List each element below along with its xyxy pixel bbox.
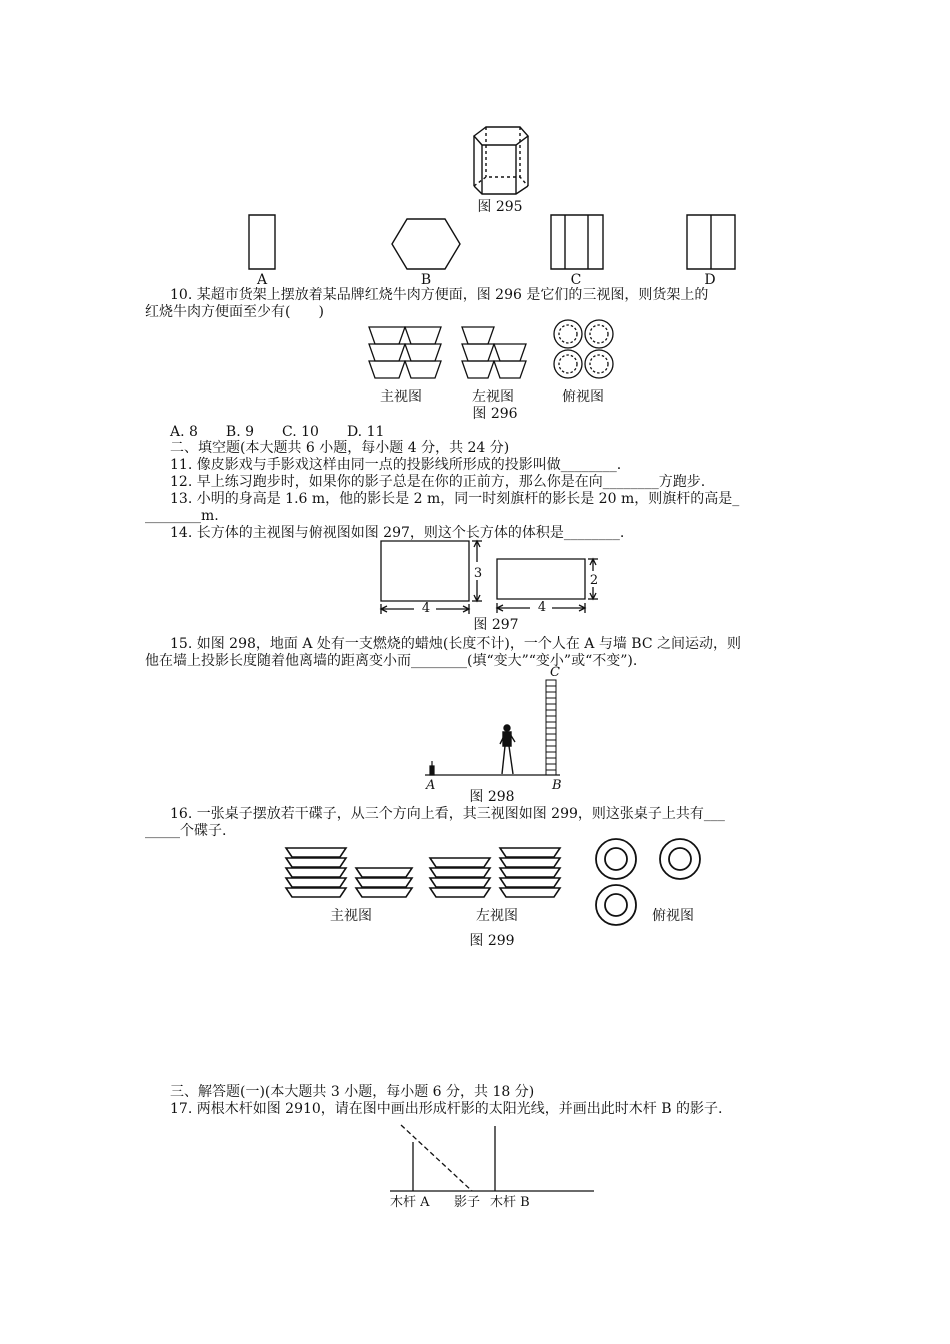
brick-wall xyxy=(546,680,556,775)
figure-2910-shadow-label: 影子 xyxy=(454,1195,481,1210)
q14-text: 14. 长方体的主视图与俯视图如图 297，则这个长方体的体积是________. xyxy=(170,525,625,541)
q16-line2: _____个碟子. xyxy=(145,823,227,839)
figure-297-top-width: 4 xyxy=(537,600,547,615)
sun-ray xyxy=(401,1125,472,1191)
figure-2910-poles xyxy=(380,1120,600,1196)
section-2-heading: 二、填空题(本大题共 6 小题，每小题 4 分，共 24 分) xyxy=(170,440,510,456)
figure-299-top-label: 俯视图 xyxy=(652,908,694,924)
figure-299-front-label: 主视图 xyxy=(330,908,372,924)
q12-text: 12. 早上练习跑步时，如果你的影子总是在你的正前方，那么你是在向________方跑步. xyxy=(170,474,706,490)
q15-line1: 15. 如图 298，地面 A 处有一支燃烧的蜡烛(长度不计)，一个人在 A 与墙 BC 之间运动，则 xyxy=(170,636,741,652)
section-3-heading: 三、解答题(一)(本大题共 3 小题，每小题 6 分，共 18 分) xyxy=(170,1084,535,1100)
figure-299-left-label: 左视图 xyxy=(476,908,518,924)
figure-297-top-depth: 2 xyxy=(589,573,599,588)
option-b-label: B xyxy=(420,272,432,288)
q17-text: 17. 两根木杆如图 2910，请在图中画出形成杆影的太阳光线，并画出此时木杆 B 的影子. xyxy=(170,1101,723,1117)
figure-298-point-b: B xyxy=(552,778,562,793)
figure-296-left-label: 左视图 xyxy=(472,389,514,405)
q13-line1: 13. 小明的身高是 1.6 m，他的影长是 2 m，同一时刻旗杆的影长是 20 m，则旗杆的高是_ xyxy=(170,491,740,507)
q13-line2: ________m. xyxy=(145,508,219,524)
option-d-label: D xyxy=(704,272,716,288)
figure-299-left-view xyxy=(428,846,564,902)
figure-296-caption: 图 296 xyxy=(472,406,518,422)
q15-line2: 他在墙上投影长度随着他离墙的距离变小而________(填“变大”“变小”或“不变”). xyxy=(145,653,638,669)
q10-line1: 10. 某超市货架上摆放着某品牌红烧牛肉方便面，图 296 是它们的三视图，则货架上的 xyxy=(170,287,709,303)
figure-295-caption: 图 295 xyxy=(477,199,523,215)
q11-text: 11. 像皮影戏与手影戏这样由同一点的投影线所形成的投影叫做________. xyxy=(170,457,622,473)
candle-icon xyxy=(430,761,434,775)
figure-299-front-view xyxy=(284,846,416,902)
person-icon xyxy=(500,725,515,774)
option-c-view xyxy=(550,214,604,270)
figure-298-point-a: A xyxy=(426,778,436,793)
figure-296-front-label: 主视图 xyxy=(380,389,422,405)
figure-298-point-c: C xyxy=(550,665,560,680)
figure-2910-pole-b-label: 木杆 B xyxy=(490,1195,530,1210)
option-a-label: A xyxy=(256,272,268,288)
figure-297-front-width: 4 xyxy=(421,601,431,616)
option-b-view xyxy=(391,218,461,270)
figure-295-hexagonal-prism xyxy=(470,124,532,196)
figure-298-scene xyxy=(420,678,570,778)
q16-line1: 16. 一张桌子摆放若干碟子，从三个方向上看，其三视图如图 299，则这张桌子上共有___ xyxy=(170,806,725,822)
figure-297-front-height: 3 xyxy=(473,566,483,581)
figure-299-caption: 图 299 xyxy=(469,933,515,949)
q10-line2: 红烧牛肉方便面至少有( ) xyxy=(145,304,324,320)
figure-297-caption: 图 297 xyxy=(473,617,519,633)
option-d-view xyxy=(686,214,736,270)
option-c-label: C xyxy=(570,272,582,288)
figure-296-top-label: 俯视图 xyxy=(562,389,604,405)
figure-298-caption: 图 298 xyxy=(469,789,515,805)
q10-choices: A. 8 B. 9 C. 10 D. 11 xyxy=(170,424,385,440)
figure-296-left-view xyxy=(460,326,528,380)
option-a-view xyxy=(248,214,276,270)
figure-296-top-view xyxy=(552,318,616,380)
figure-2910-pole-a-label: 木杆 A xyxy=(390,1195,430,1210)
figure-296-front-view xyxy=(368,326,444,380)
